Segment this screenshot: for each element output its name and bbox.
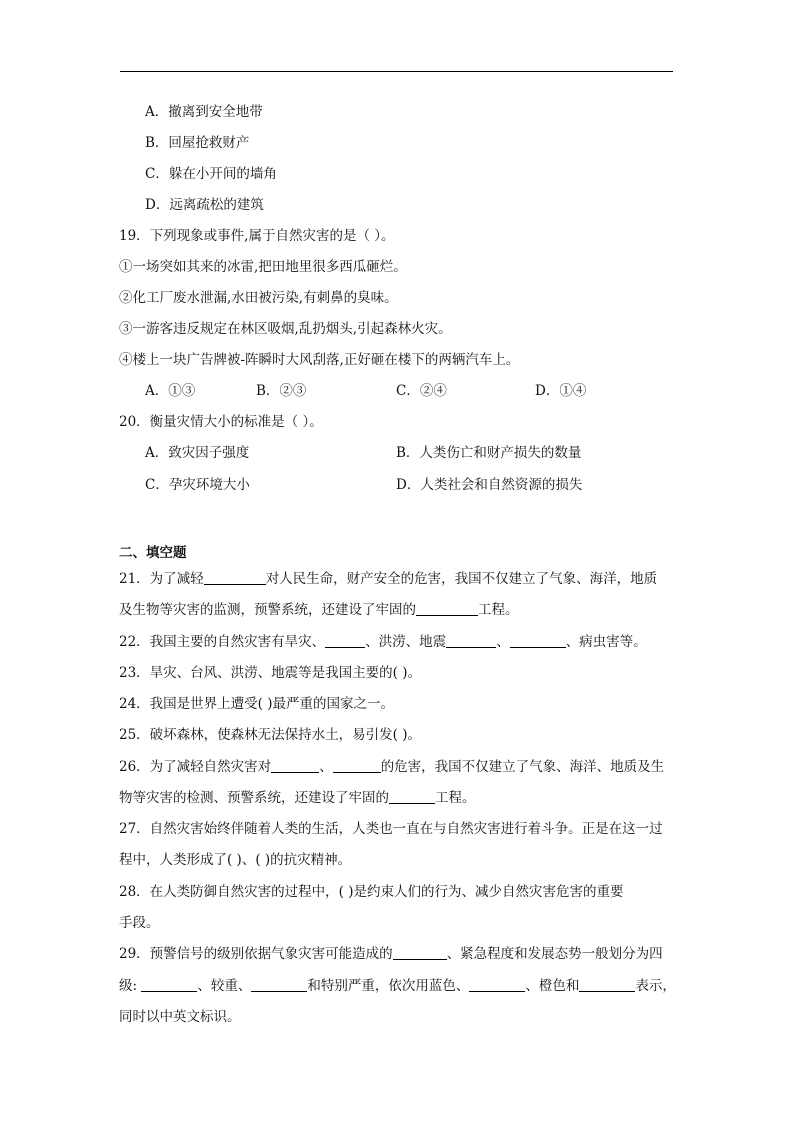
section-heading: 二、填空题 — [119, 545, 187, 561]
q26-line-2: 物等灾害的检测、预警系统，还建设了牢固的 工程。 — [119, 790, 476, 806]
q28-line-1: 28．在人类防御自然灾害的过程中，( )是约束人们的行为、减少自然灾害危害的重要 — [119, 884, 624, 900]
q20-option-b: B．人类伤亡和财产损失的数量 — [396, 445, 582, 461]
q27-line-1: 27．自然灾害始终伴随着人类的生活，人类也一直在与自然灾害进行着斗争。正是在这一过 — [119, 821, 663, 837]
q23-line: 23．旱灾、台风、洪涝、地震等是我国主要的( )。 — [119, 665, 422, 681]
q19-item-2: ②化工厂废水泄漏,水田被污染,有刺鼻的臭味。 — [119, 290, 398, 306]
q22-blank-2[interactable] — [446, 633, 496, 648]
q19-option-c: C．②④ — [396, 383, 447, 399]
q18-option-b: B．回屋抢救财产 — [145, 135, 250, 151]
q22-blank-1[interactable] — [325, 633, 365, 648]
q19-option-d: D．①④ — [535, 383, 587, 399]
q29-blank-1[interactable] — [393, 945, 447, 960]
q20-stem: 20．衡量灾情大小的标准是（ ）。 — [119, 414, 323, 430]
q20-option-a: A．致灾因子强度 — [145, 445, 250, 461]
q26-line-1: 26．为了减轻自然灾害对 、 的危害，我国不仅建立了气象、海洋、地质及生 — [119, 759, 665, 775]
q18-option-d: D．远离疏松的建筑 — [145, 197, 264, 213]
q19-stem: 19．下列现象或事件,属于自然灾害的是（ ）。 — [119, 228, 395, 244]
q26-blank-3[interactable] — [389, 789, 435, 804]
q29-blank-5[interactable] — [579, 977, 635, 992]
q26-blank-2[interactable] — [333, 758, 381, 773]
q29-line-2: 级: 、较重、 和特别严重，依次用蓝色、 、橙色和 表示， — [119, 978, 676, 994]
q19-item-4: ④楼上一块广告牌被-阵瞬时大风刮落,正好砸在楼下的两辆汽车上。 — [119, 352, 520, 368]
header-rule — [120, 71, 673, 72]
q21-blank-2[interactable] — [416, 601, 478, 616]
q20-option-c: C．孕灾环境大小 — [145, 477, 250, 493]
q29-line-3: 同时以中英文标识。 — [119, 1009, 241, 1025]
q25-line: 25．破坏森林，使森林无法保持水土，易引发( )。 — [119, 727, 422, 743]
q21-line-1: 21．为了减轻 对人民生命，财产安全的危害，我国不仅建立了气象、海洋，地质 — [119, 571, 658, 587]
q29-line-1: 29．预警信号的级别依据气象灾害可能造成的 、紧急程度和发展态势一般划分为四 — [119, 946, 663, 962]
q29-blank-2[interactable] — [141, 977, 197, 992]
q29-blank-3[interactable] — [251, 977, 307, 992]
q18-option-a: A．撤离到安全地带 — [145, 104, 263, 120]
q21-blank-1[interactable] — [204, 570, 266, 585]
q22-line: 22．我国主要的自然灾害有旱灾、 、洪涝、地震 、 、病虫害等。 — [119, 634, 647, 650]
q24-line: 24．我国是世界上遭受( )最严重的国家之一。 — [119, 696, 395, 712]
q20-option-d: D．人类社会和自然资源的损失 — [396, 477, 583, 493]
q28-line-2: 手段。 — [119, 915, 160, 931]
q19-item-3: ③一游客违反规定在林区吸烟,乱扔烟头,引起森林火灾。 — [119, 321, 452, 337]
q21-line-2: 及生物等灾害的监测，预警系统，还建设了牢固的 工程。 — [119, 602, 519, 618]
q22-blank-3[interactable] — [510, 633, 566, 648]
q19-option-a: A．①③ — [145, 383, 196, 399]
q26-blank-1[interactable] — [271, 758, 319, 773]
q29-blank-4[interactable] — [469, 977, 525, 992]
q18-option-c: C．躲在小开间的墙角 — [145, 166, 277, 182]
q27-line-2: 程中，人类形成了( )、( )的抗灾精神。 — [119, 852, 352, 868]
q19-item-1: ①一场突如其来的冰雷,把田地里很多西瓜砸烂。 — [119, 259, 407, 275]
q19-option-b: B．②③ — [256, 383, 307, 399]
